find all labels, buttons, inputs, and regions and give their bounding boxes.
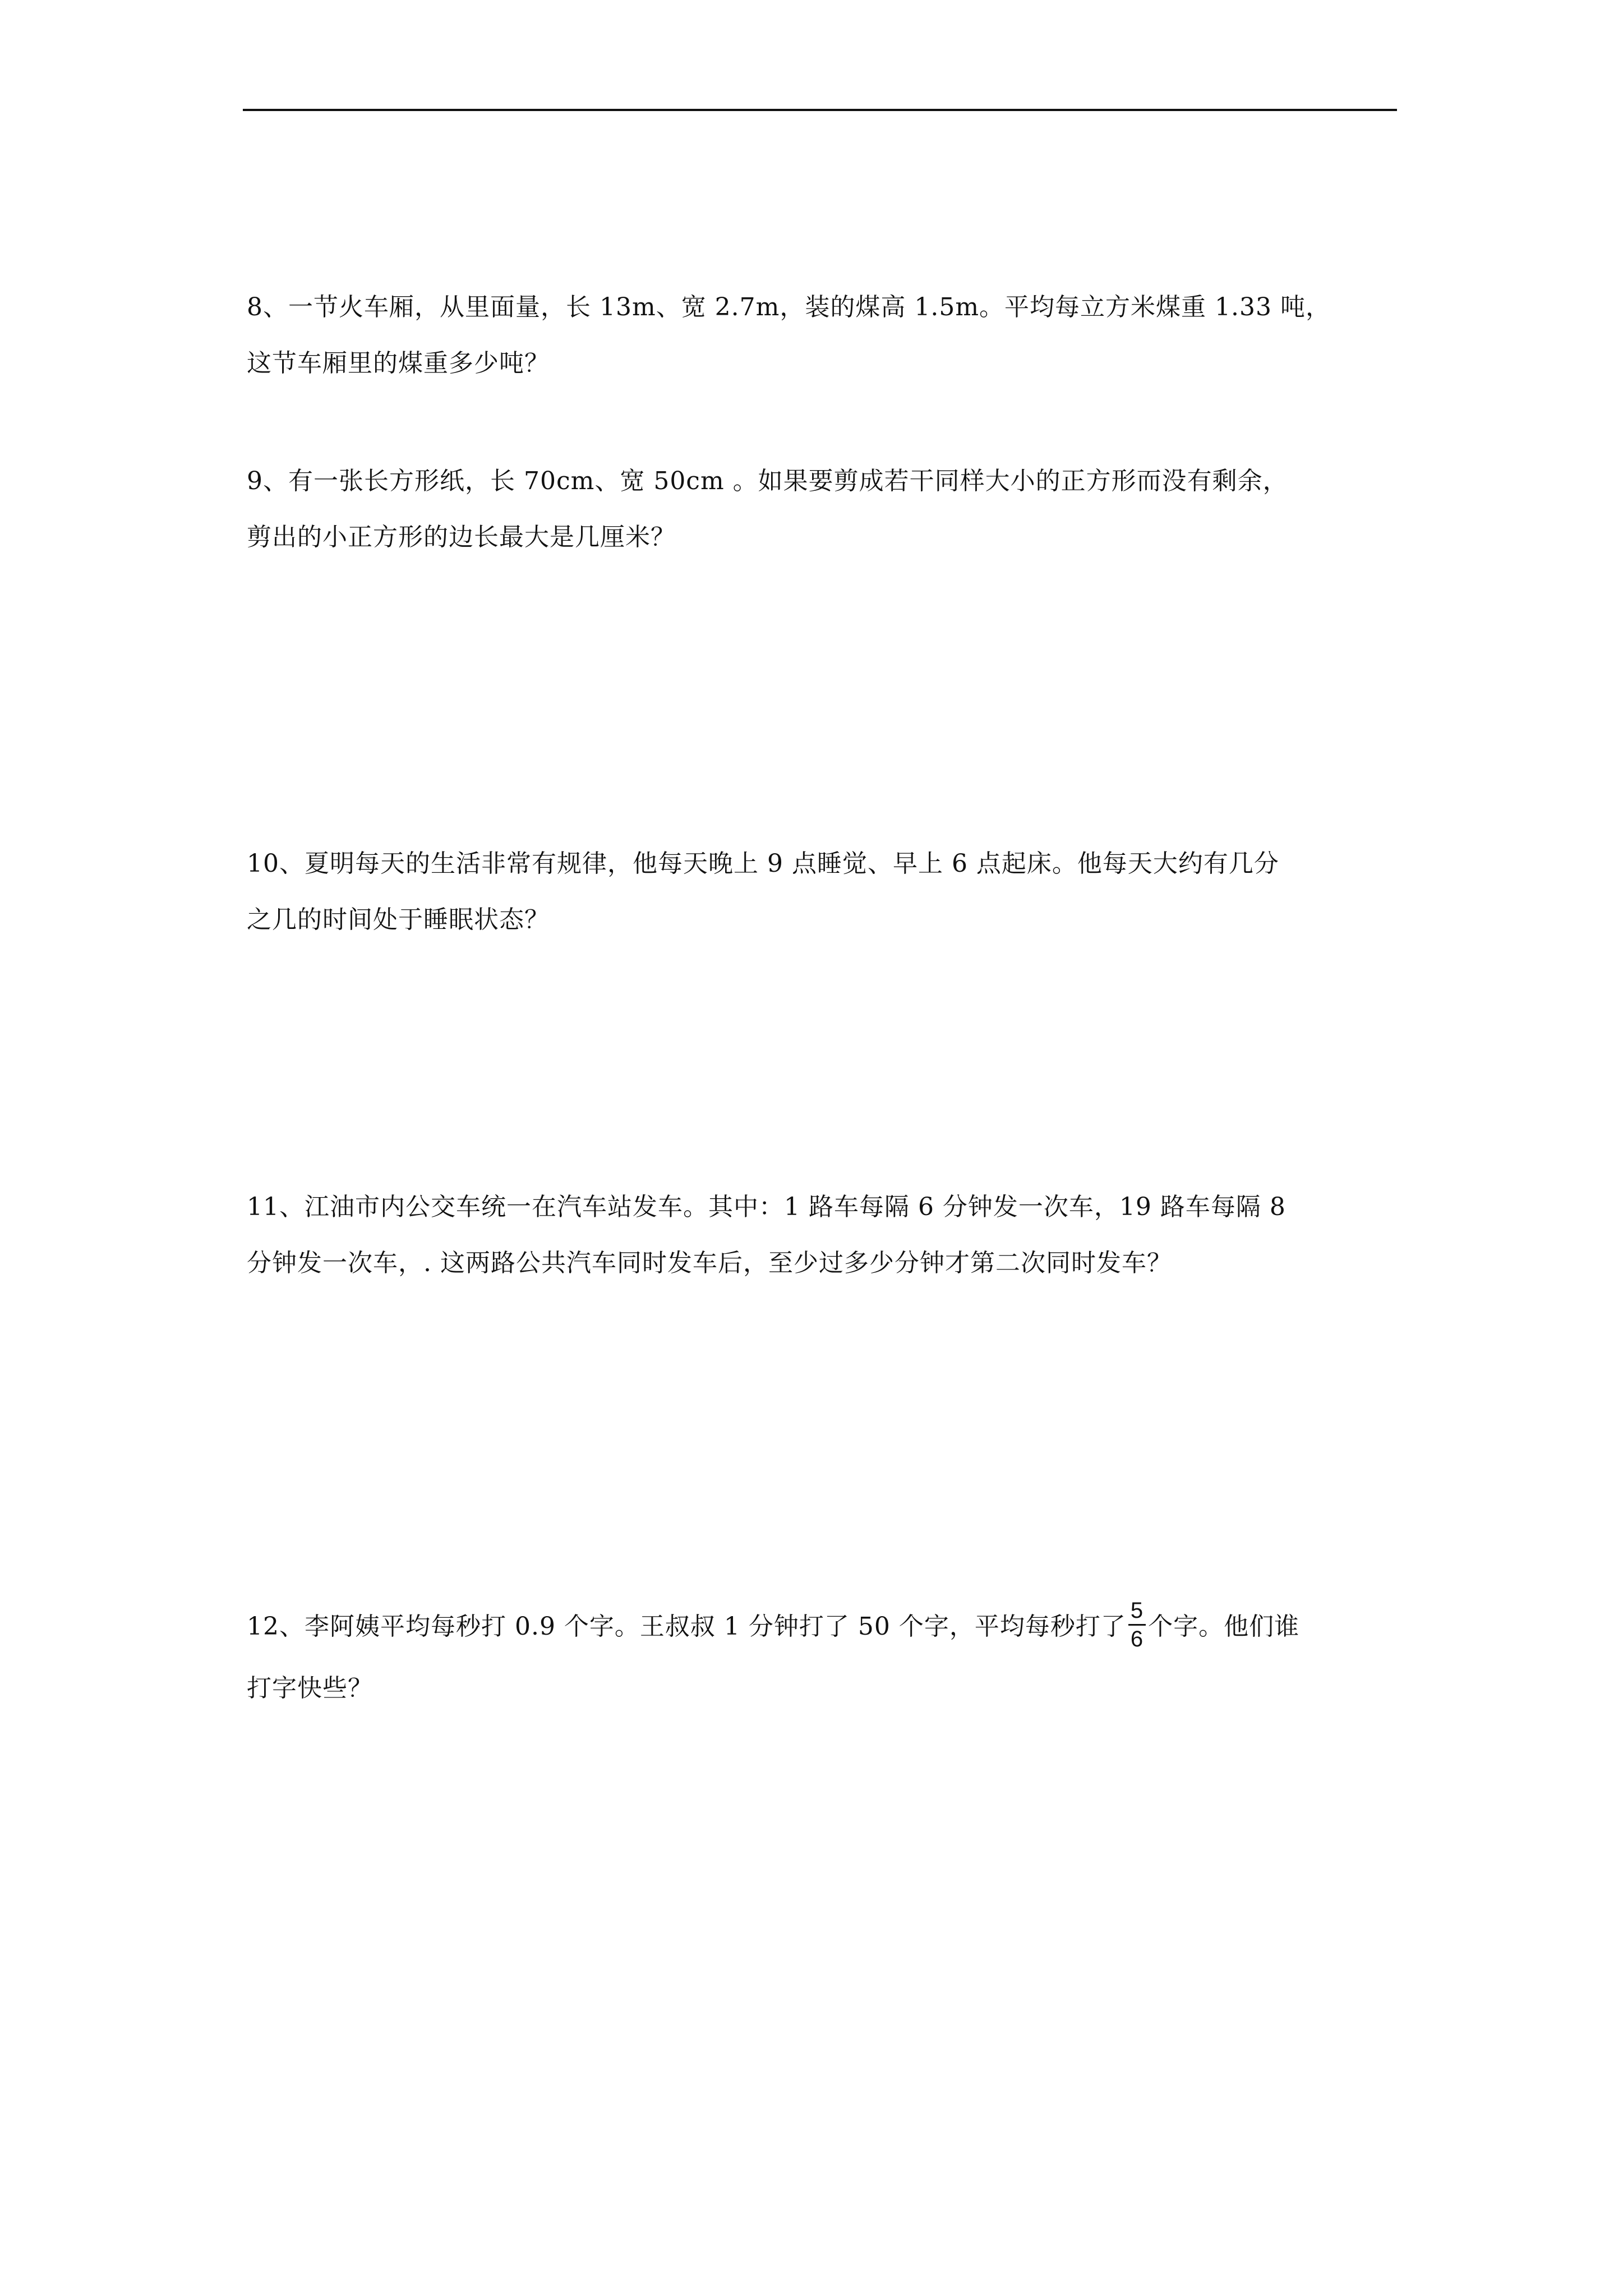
problem-12 (247, 1593, 1402, 1717)
fraction-bar (1128, 1624, 1146, 1626)
problem-12-line-1 (247, 1593, 1402, 1660)
problem-8-line-2: 这节车厢里的煤重多少吨？ (247, 349, 550, 378)
problem-8 (247, 279, 1402, 392)
problem-12-text-after-fraction: 个字。他们谁 (1148, 1612, 1300, 1641)
problem-10-line-2: 之几的时间处于睡眠状态？ (247, 905, 550, 934)
problem-10-line-1: 10、夏明每天的生活非常有规律，他每天晚上 9 点睡觉、早上 6 点起床。他每天大约有几分 (247, 849, 1279, 878)
problem-12-line-2: 打字快些？ (247, 1674, 373, 1703)
problem-11-line-2: 分钟发一次车，. 这两路公共汽车同时发车后，至少过多少分钟才第二次同时发车？ (247, 1249, 1172, 1277)
fraction-denominator: 6 (1130, 1627, 1144, 1651)
problem-9-line-1: 9、有一张长方形纸，长 70cm、宽 50cm 。如果要剪成若干同样大小的正方形而没有剩余， (247, 467, 1288, 495)
problem-8-line-1: 8、一节火车厢，从里面量，长 13m、宽 2.7m，装的煤高 1.5m。平均每立方米煤重 1.33 吨， (247, 293, 1331, 321)
problem-11 (247, 1179, 1402, 1291)
problem-9 (247, 453, 1402, 565)
problem-11-line-1: 11、江油市内公交车统一在汽车站发车。其中：1 路车每隔 6 分钟发一次车，19 路车每隔 8 (247, 1193, 1286, 1221)
problem-12-text-before-fraction: 12、李阿姨平均每秒打 0.9 个字。王叔叔 1 分钟打了 50 个字，平均每秒打了 (247, 1612, 1126, 1641)
fraction-numerator: 5 (1130, 1598, 1144, 1623)
fraction-five-sixths (1128, 1598, 1146, 1651)
problem-10 (247, 836, 1402, 948)
header-rule (243, 109, 1397, 111)
problem-9-line-2: 剪出的小正方形的边长最大是几厘米？ (247, 523, 676, 551)
